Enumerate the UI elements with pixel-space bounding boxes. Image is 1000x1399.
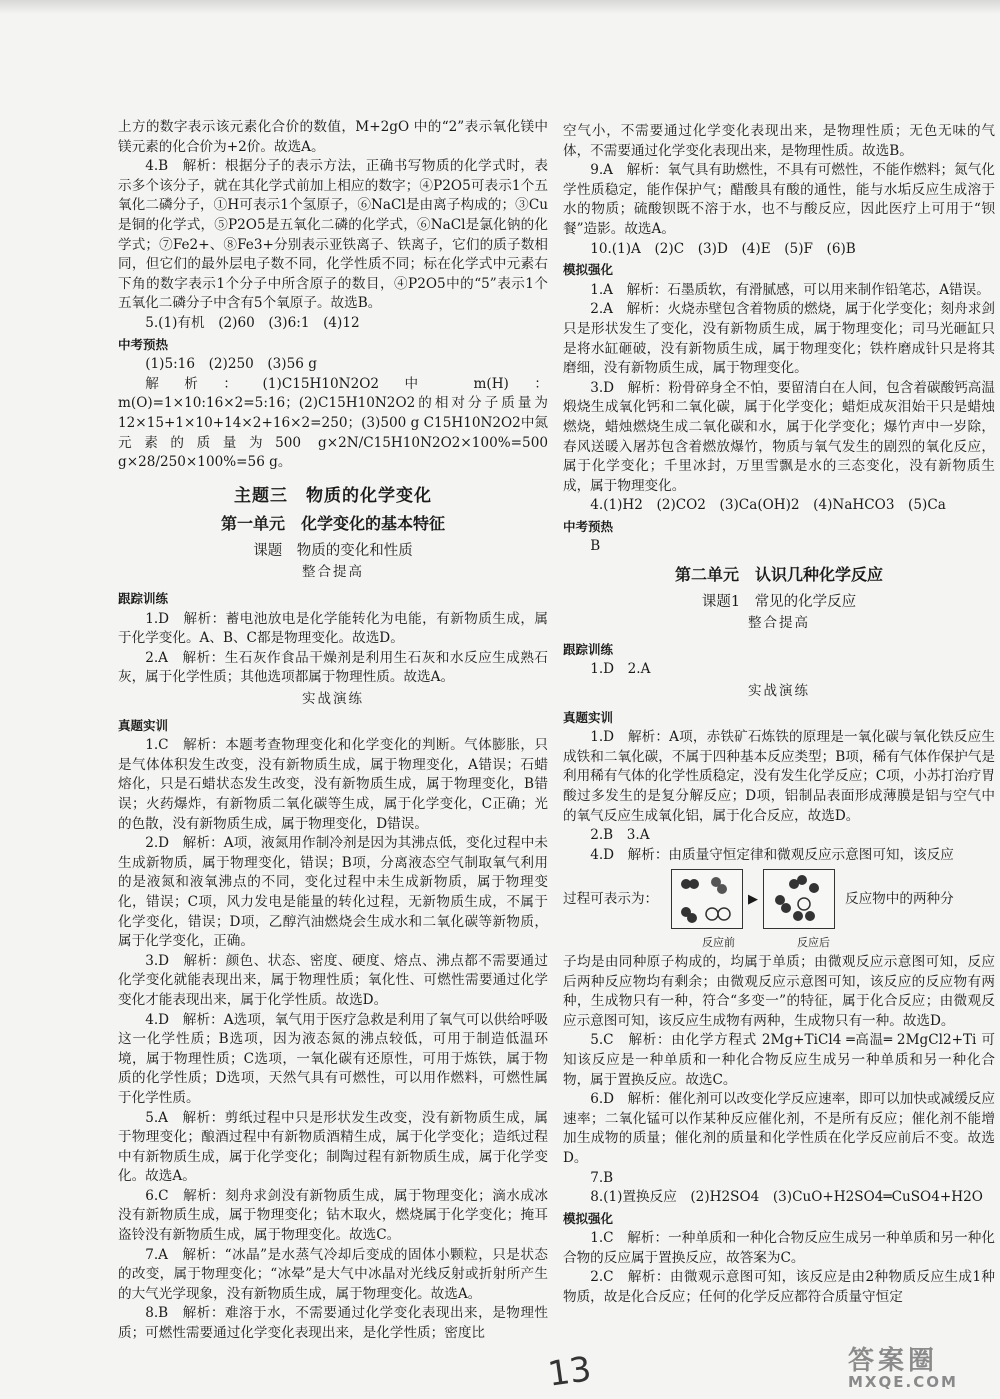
answer-8: 8.B 解析：难溶于水，不需要通过化学变化表现出来，是物理性质；可燃性需要通过化学变化表现出来，是化学性质；密度比: [118, 1305, 548, 1342]
section-heading: 真题实训: [118, 717, 169, 733]
answer-2: 2.A 解析：生石灰作食品干燥剂是利用生石灰和水反应生成熟石灰，属于化学性质；其他选项都属于物理性质。故选A。: [118, 649, 548, 686]
answer-7: 7.A 解析：“冰晶”是水蒸气冷却后变成的固体小颗粒，只是状态的改变，属于物理变化；“冰晕”是大气中冰晶对光线反射或折射所产生的大气光学现象，没有新物质生成，属于物理变化。故选A。: [118, 1246, 548, 1302]
answer-2: 2.A 解析：火烧赤壁包含着物质的燃烧，属于化学变化；刻舟求剑只是形状发生了变化，没有新物质生成，属于物理变化；司马光砸缸只是将水缸砸破，没有新物质生成，属于物理变化；铁杵磨成针只是将其磨细，没有新物质生成，属于物理变化。: [563, 301, 995, 377]
answer-6: 6.C 解析：刻舟求剑没有新物质生成，属于物理变化；滴水成冰没有新物质生成，属于物理变化；钻木取火，燃烧属于化学变化；掩耳盗铃没有新物质生成，属于物理变化。故选C。: [118, 1187, 548, 1244]
diagram-label: 过程可表示为：: [563, 890, 659, 907]
molecules-before-icon: [672, 870, 742, 928]
section-heading: 模拟强化: [563, 262, 614, 278]
watermark-logo: [848, 1340, 958, 1391]
answer-1: 1.D 解析：A项，赤铁矿石炼铁的原理是一氧化碳与氧化铁反应生成铁和二氧化碳，不属于四种基本反应类型；B项，稀有气体作保护气是利用稀有气体的化学性质稳定，没有发生化学反应；C项，小苏打治疗胃酸过多发生的是复分解反应；D项，铝制品表面形成薄膜是铝与空气中的氧气反应生成氧化铝，属于化合反应，故选D。: [563, 729, 995, 824]
answer-3: 3.D 解析：颜色、状态、密度、硬度、熔点、沸点都不需要通过化学变化就能表现出来，属于物理性质；氧化性、可燃性需要通过化学变化才能表现出来，属于化学性质。故选D。: [118, 952, 548, 1008]
subsection-title: 整合提高: [748, 615, 810, 632]
answer-1: 1.A 解析：石墨质软，有滑腻感，可以用来制作铅笔芯，A错误。: [590, 281, 990, 298]
answer-1: 1.C 解析：本题考查物理变化和化学变化的判断。气体膨胀，只是气体体积发生改变，没有新物质生成，属于物理变化，A错误；石蜡熔化，只是石蜡状态发生改变，没有新物质生成，属于物理变化，B错误；火药爆炸，有新物质二氧化碳等生成，属于化学变化，C正确；光的色散，没有新物质生成，属于物理变化，D错误。: [118, 737, 548, 832]
paragraph: 上方的数字表示该元素化合价的数值，M+2gO 中的“2”表示氧化镁中镁元素的化合价为+2价。故选A。: [118, 119, 548, 155]
caption-before: 反应前: [702, 936, 735, 950]
right-column: [563, 122, 995, 1308]
paragraph: 空气小，不需要通过化学变化表现出来，是物理性质；无色无味的气体，不需要通过化学变化表现出来，是物理性质。故选B。: [563, 123, 995, 159]
answer-explanation: 解析：(1)C15H10N2O2中 m(H)：m(O)=1×10:16×2=5:16；(2)C15H10N2O2的相对分子质量为12×15+1×10+14×2+16×2=250；(3)500 g C15H10N2O2中氮元素的质量为500 g×2N/C15H10N2O2×100%=500 g×28/250×100%=56 g。: [118, 375, 549, 471]
answer-2: 2.C 解析：由微观示意图可知，该反应是由2种物质反应生成1种物质，故是化合反应；任何的化学反应都符合质量守恒定: [563, 1269, 995, 1306]
answer-5: 5.C 解析：由化学方程式 2Mg+TiCl4 ═高温═ 2MgCl2+Ti 可知该反应是一种单质和一种化合物反应生成另一种单质和另一种化合物，属于置换反应。故选C。: [563, 1032, 995, 1088]
scan-edge: [0, 0, 1000, 14]
section-heading: 中考预热: [118, 336, 169, 352]
diagram-captions: [671, 933, 995, 953]
theme-title: 主题三 物质的化学变化: [234, 485, 432, 506]
answer-2: 2.D 解析：A项，液氮用作制冷剂是因为其沸点低，变化过程中未生成新物质，属于物理变化，错误；B项，分离液态空气制取氧气利用的是液氮和液氧沸点的不同，变化过程中未生成新物质，属于物理变化，错误；C项，风力发电是能量的转化过程，无新物质生成，不属于化学变化，错误；D项，乙醇汽油燃烧会生成水和二氧化碳等新物质，属于化学变化，正确。: [118, 835, 548, 950]
before-reaction-box: [671, 869, 743, 929]
answer: 1.D 2.A: [590, 661, 651, 678]
answer-4: 4.(1)H2 (2)CO2 (3)Ca(OH)2 (4)NaHCO3 (5)Ca: [590, 497, 946, 514]
answer-4: 4.B 解析：根据分子的表示方法，正确书写物质的化学式时，表示多个该分子，就在其化学式前加上相应的数字；④P2O5可表示1个五氧化二磷分子，①H可表示1个氢原子，⑥NaCl是由离子构成的；③Cu是铜的化学式，⑤P2O5是五氧化二磷的化学式，⑥NaCl是氯化钠的化学式；⑦Fe2+、⑧Fe3+分别表示亚铁离子、铁离子，它们的质子数相同，但它们的最外层电子数不同，化学性质不同；标在化学式中元素右下角的数字表示1个分子中所含原子的数目，④P2O5中的“5”表示1个五氧化二磷分子中含有5个氧原子。故选B。: [118, 158, 548, 312]
watermark-url: MXQE.COM: [848, 1373, 958, 1391]
unit-title: 第二单元 认识几种化学反应: [674, 565, 883, 585]
caption-after: 反应后: [797, 936, 830, 950]
answer: B: [590, 538, 601, 555]
section-heading: 真题实训: [563, 709, 614, 725]
page-number: 13: [545, 1349, 594, 1395]
watermark-text: 答案圈: [848, 1346, 939, 1376]
answer-5: 5.(1)有机 (2)60 (3)6:1 (4)12: [145, 314, 360, 331]
lesson-title: 课题1 常见的化学反应: [701, 593, 857, 610]
paragraph: 子均是由同种原子构成的，均属于单质；由微观反应示意图可知，反应后两种反应物均有剩余；由微观反应示意图可知，该反应的反应物有两种，生成物只有一种，符合“多变一”的特征，属于化合反应；由微观反应示意图可知，该反应生成物有两种，生成物只有一种。故选D。: [563, 953, 995, 1029]
answer-4: 4.D 解析：由质量守恒定律和微观反应示意图可知，该反应: [590, 846, 954, 863]
answer-8: 8.(1)置换反应 (2)H2SO4 (3)CuO+H2SO4═CuSO4+H2O: [590, 1189, 983, 1206]
answer-2-3: 2.B 3.A: [590, 827, 650, 844]
answer-6: 6.D 解析：催化剂可以改变化学反应速率，即可以加快或减缓反应速率；二氧化锰可以作某种反应催化剂，不是所有反应；催化剂不能增加生成物的质量；催化剂的质量和化学性质在化学反应前后不变。故选D。: [563, 1091, 995, 1166]
arrow-icon: ▶: [748, 891, 758, 907]
answer-1: 1.C 解析：一种单质和一种化合物反应生成另一种单质和另一种化合物的反应属于置换反应，故答案为C。: [563, 1230, 995, 1266]
section-heading: 中考预热: [563, 518, 614, 534]
section-heading: 跟踪训练: [563, 641, 614, 657]
after-reaction-box: [763, 869, 835, 929]
left-column: [118, 118, 548, 1344]
answer-9: 9.A 解析：氧气具有助燃性，不具有可燃性，不能作燃料；氮气化学性质稳定，能作保护气；醋酸具有酸的通性，能与水垢反应生成溶于水的物质；硫酸钡既不溶于水，也不与酸反应，因此医疗上可用于“钡餐”造影。故选A。: [563, 162, 995, 237]
molecules-after-icon: [764, 870, 834, 928]
reaction-diagram: [563, 869, 995, 929]
answer-4: 4.D 解析：A选项，氧气用于医疗急救是利用了氧气可以供给呼吸这一化学性质；B选项，因为液态氮的沸点较低，可用于制造低温环境，属于物理性质；C选项，一氧化碳有还原性，可用于炼铁，属于物质的化学性质；D选项，天然气具有可燃性，可以用作燃料，可燃性属于化学性质。: [118, 1011, 548, 1106]
subsection-title: 整合提高: [302, 564, 364, 581]
lesson-title: 课题 物质的变化和性质: [253, 542, 413, 559]
subsection-title: 实战演练: [748, 683, 810, 700]
subsection-title: 实战演练: [302, 691, 364, 708]
answer-3: 3.D 解析：粉骨碎身全不怕，要留清白在人间，包含着碳酸钙高温煅烧生成氧化钙和二氧化碳，属于化学变化；蜡炬成灰泪始干只是蜡烛燃烧，蜡烛燃烧生成二氧化碳和水，属于化学变化；爆竹声中一岁除，春风送暖入屠苏包含着燃放爆竹，物质与氧气发生的剧烈的氧化反应，属于化学变化；千里冰封，万里雪飘是水的三态变化，没有新物质生成，属于物理变化。: [563, 379, 995, 494]
answer-5: 5.A 解析：剪纸过程中只是形状发生改变，没有新物质生成，属于物理变化；酿酒过程中有新物质酒精生成，属于化学变化；造纸过程中有新物质生成，属于化学变化；制陶过程有新物质生成，属于化学变化。故选A。: [118, 1109, 548, 1185]
answer-7: 7.B: [590, 1169, 614, 1186]
section-heading: 跟踪训练: [118, 591, 169, 607]
answer: (1)5:16 (2)250 (3)56 g: [145, 356, 317, 373]
section-heading: 模拟强化: [563, 1210, 614, 1226]
unit-title: 第一单元 化学变化的基本特征: [220, 514, 445, 534]
diagram-label: 反应物中的两种分: [845, 890, 954, 907]
answer-1: 1.D 解析：蓄电池放电是化学能转化为电能，有新物质生成，属于化学变化。A、B、C都是物理变化。故选D。: [118, 610, 548, 647]
answer-10: 10.(1)A (2)C (3)D (4)E (5)F (6)B: [590, 240, 856, 257]
